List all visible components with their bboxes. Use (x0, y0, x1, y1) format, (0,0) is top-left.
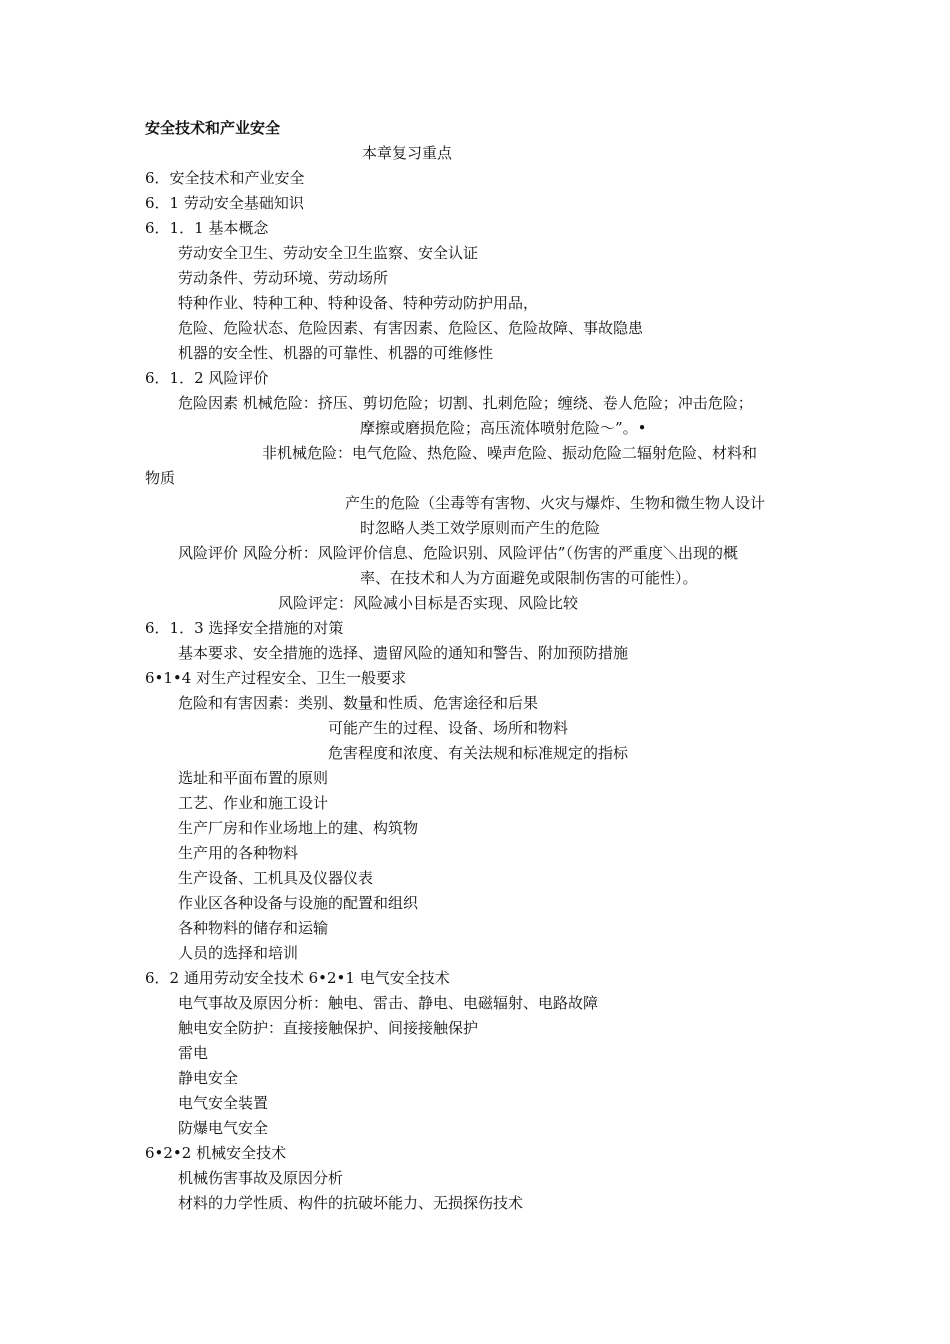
text-line: 作业区各种设备与设施的配置和组织 (178, 894, 419, 912)
text-line: 产生的危险（尘毒等有害物、火灾与爆炸、生物和微生物人设计 (345, 494, 766, 512)
section-heading: 6．安全技术和产业安全 (145, 169, 305, 187)
text-line: 生产厂房和作业场地上的建、构筑物 (178, 819, 419, 837)
text-line: 危险、危险状态、危险因素、有害因素、危险区、危险故障、事故隐患 (178, 319, 644, 337)
subsection-heading: 6•1•4 对生产过程安全、卫生一般要求 (145, 669, 407, 687)
text-line: 生产用的各种物料 (178, 844, 299, 862)
text-line: 工艺、作业和施工设计 (178, 794, 329, 812)
document-title: 安全技术和产业安全 (145, 119, 281, 137)
text-line: 雷电 (178, 1044, 209, 1062)
section-heading: 6．2 通用劳动安全技术 6•2•1 电气安全技术 (145, 969, 450, 987)
document-subtitle: 本章复习重点 (362, 144, 453, 162)
text-line: 选址和平面布置的原则 (178, 769, 329, 787)
text-line: 材料的力学性质、构件的抗破坏能力、无损探伤技术 (178, 1194, 524, 1212)
text-line: 非机械危险：电气危险、热危险、噪声危险、振动危险二辐射危险、材料和 (262, 444, 758, 462)
text-line: 特种作业、特种工种、特种设备、特种劳动防护用品， (178, 294, 539, 312)
text-line: 劳动条件、劳动环境、劳动场所 (178, 269, 389, 287)
subsection-heading: 6．1．2 风险评价 (145, 369, 269, 387)
subsection-heading: 6．1．1 基本概念 (145, 219, 269, 237)
text-line: 风险评定：风险减小目标是否实现、风险比较 (278, 594, 579, 612)
subsection-heading: 6．1．3 选择安全措施的对策 (145, 619, 344, 637)
text-line: 电气安全装置 (178, 1094, 269, 1112)
section-heading: 6．1 劳动安全基础知识 (145, 194, 304, 212)
text-line: 人员的选择和培训 (178, 944, 299, 962)
text-line: 生产设备、工机具及仪器仪表 (178, 869, 374, 887)
text-line: 摩擦或磨损危险；高压流体喷射危险～”。• (360, 419, 647, 437)
text-line: 机器的安全性、机器的可靠性、机器的可维修性 (178, 344, 494, 362)
text-line: 时忽略人类工效学原则而产生的危险 (360, 519, 601, 537)
text-line: 率、在技术和人为方面避免或限制伤害的可能性）。 (360, 569, 698, 587)
text-line: 防爆电气安全 (178, 1119, 269, 1137)
text-line: 基本要求、安全措施的选择、遗留风险的通知和警告、附加预防措施 (178, 644, 629, 662)
text-line: 风险评价 风险分析：风险评价信息、危险识别、风险评估”（伤害的严重度＼出现的概 (178, 544, 738, 562)
text-line: 机械伤害事故及原因分析 (178, 1169, 344, 1187)
text-line: 静电安全 (178, 1069, 239, 1087)
text-line: 电气事故及原因分析：触电、雷击、静电、电磁辐射、电路故障 (178, 994, 599, 1012)
text-line: 危险因素 机械危险：挤压、剪切危险；切割、扎刺危险；缠绕、卷人危险；冲击危险； (178, 394, 753, 412)
text-line: 各种物料的储存和运输 (178, 919, 329, 937)
text-line: 危险和有害因素：类别、数量和性质、危害途径和后果 (178, 694, 539, 712)
text-line: 危害程度和浓度、有关法规和标准规定的指标 (328, 744, 629, 762)
text-line: 劳动安全卫生、劳动安全卫生监察、安全认证 (178, 244, 479, 262)
text-line: 触电安全防护：直接接触保护、间接接触保护 (178, 1019, 479, 1037)
text-line: 可能产生的过程、设备、场所和物料 (328, 719, 569, 737)
text-line: 物质 (145, 469, 176, 487)
subsection-heading: 6•2•2 机械安全技术 (145, 1144, 287, 1162)
